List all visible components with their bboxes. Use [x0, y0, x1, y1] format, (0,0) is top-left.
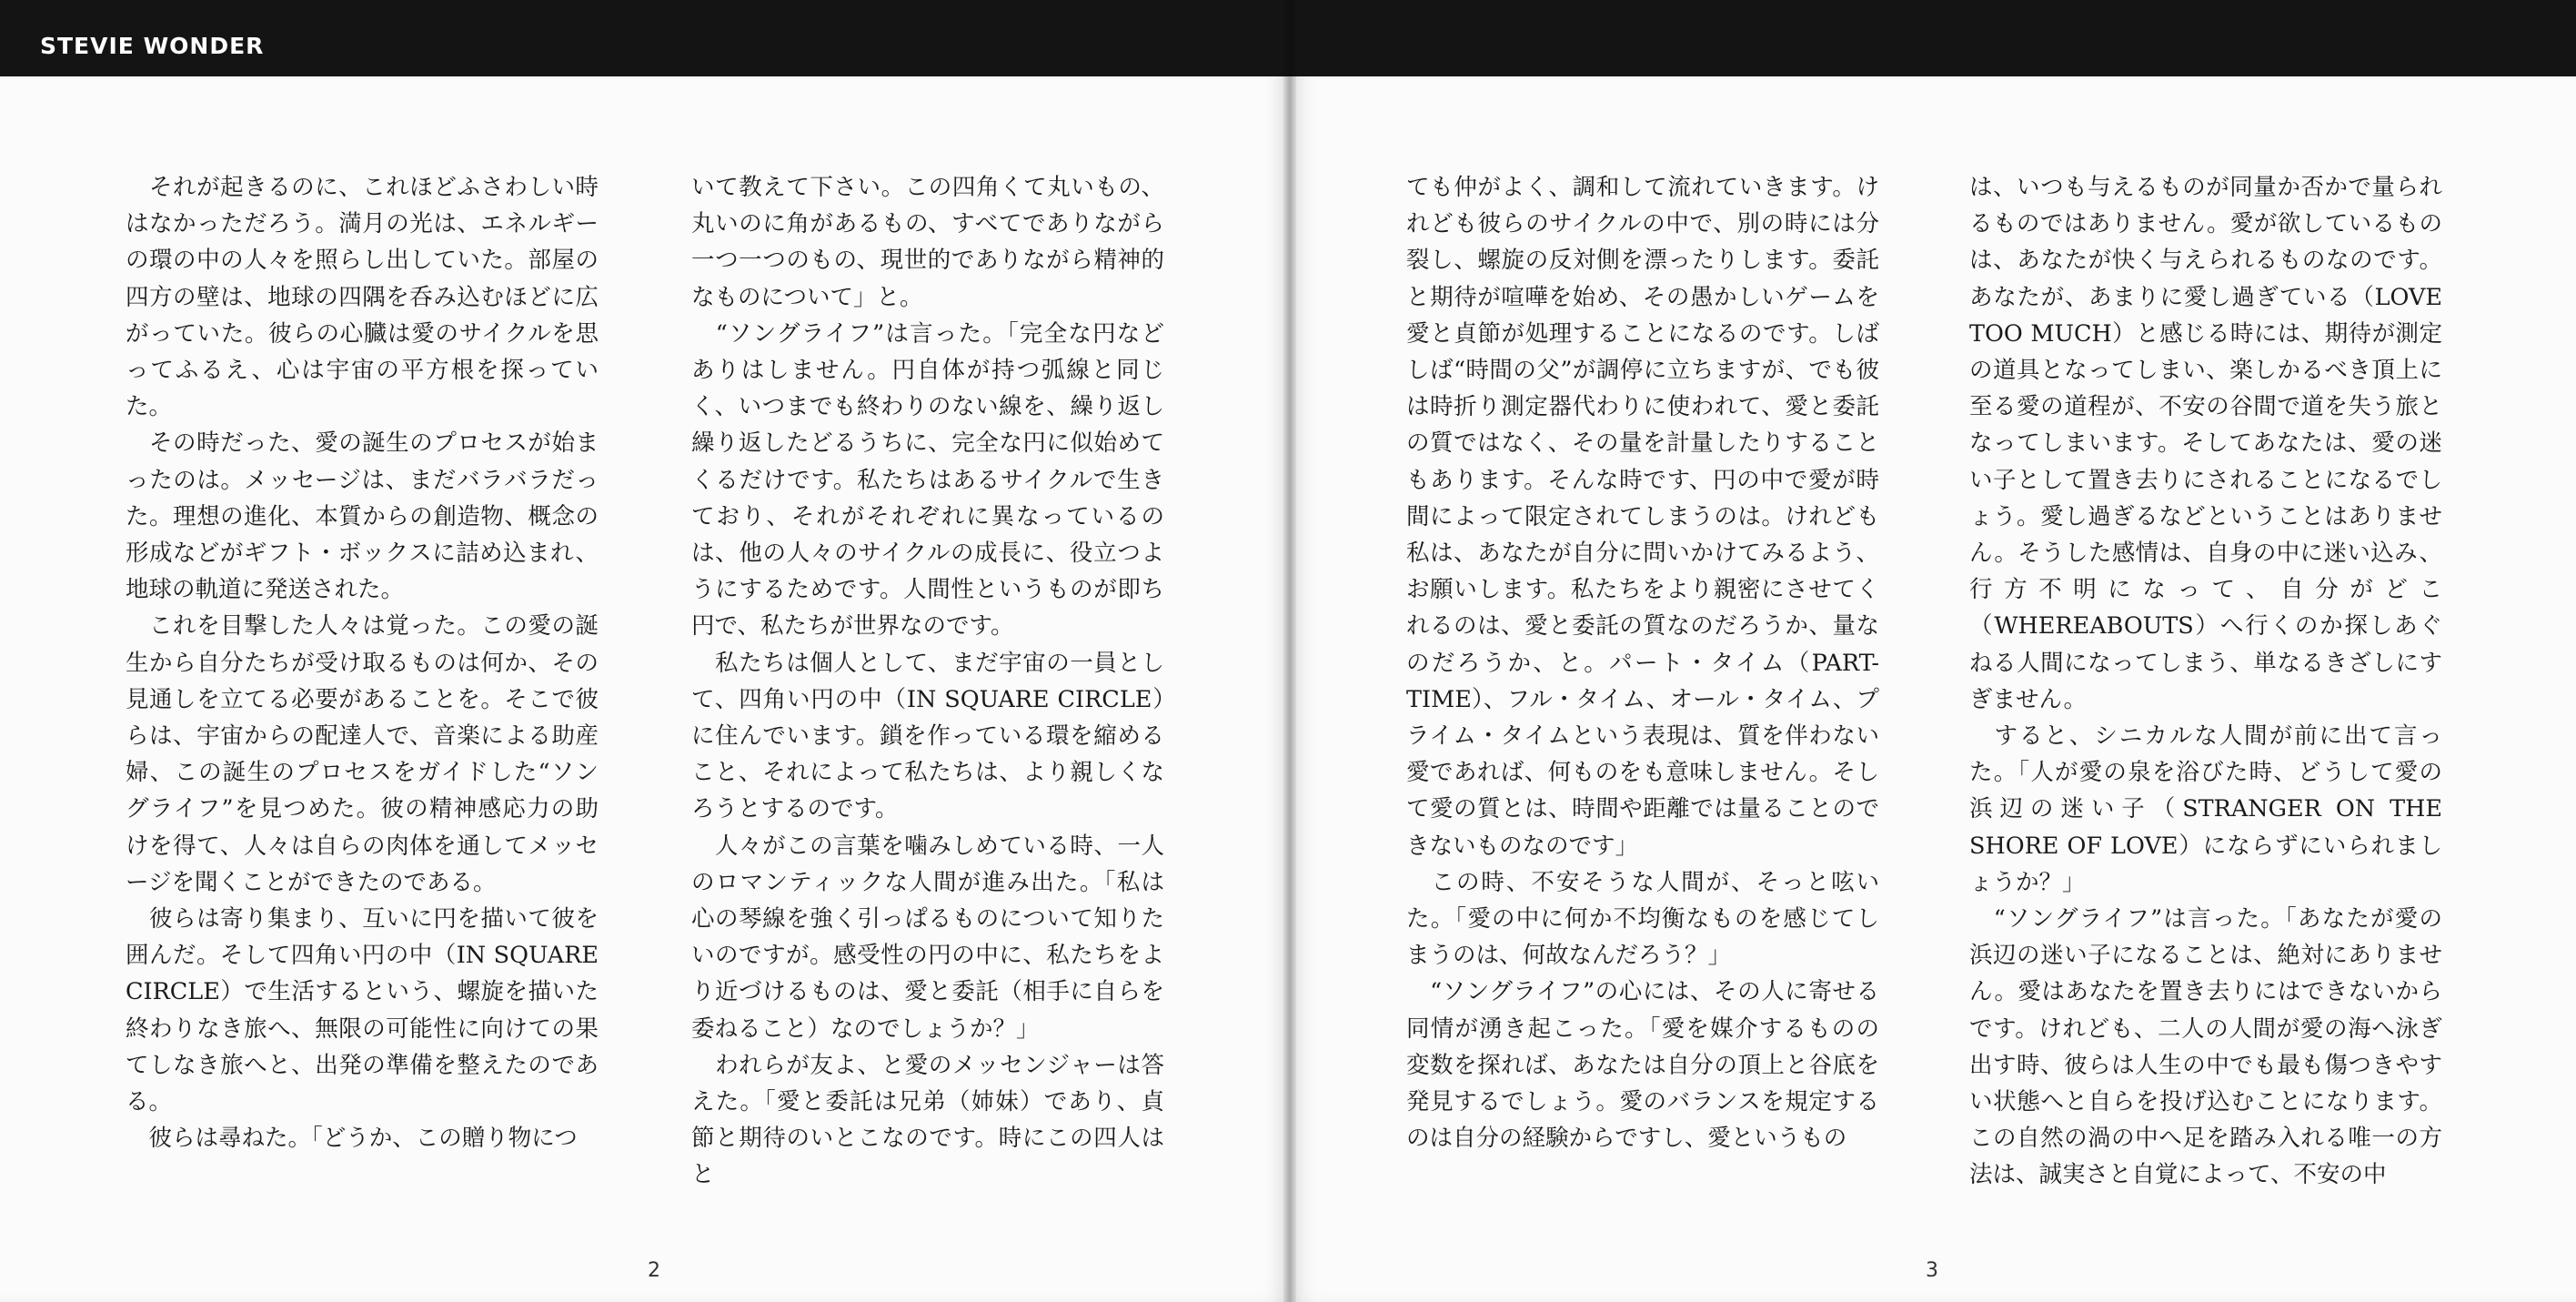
- right-page-column-1: ても仲がよく、調和して流れていきます。けれども彼らのサイクルの中で、別の時には分裂し、螺旋の反対側を漂ったりします。委託と期待が喧嘩を始め、その愚かしいゲームを愛と貞節が処理することになるのです。しばしば“時間の父”が調停に立ちますが、でも彼は時折り測定器代わりに使われて、愛と委託の質ではなく、その量を計量したりすることもあります。そんな時です、円の中で愛が時間によって限定されてしまうのは。けれども私は、あなたが自分に問いかけてみるよう、お願いします。私たちをより親密にさせてくれるのは、愛と委託の質なのだろうか、量なのだろうか、と。パート・タイム（PART-TIME）、フル・タイム、オール・タイム、プライム・タイムという表現は、質を伴わない愛であれば、何ものをも意味しません。そして愛の質とは、時間や距離では量ることのできないものなのです」 この時、不安そうな人間が、そっと呟いた。「愛の中に何か不均衡なものを感じてしまうのは、何故なんだろう？」 “ソングライフ”の心には、その人に寄せる同情が湧き起こった。「愛を媒介するものの変数を探れば、あなたは自分の頂上と谷底を発見するでしょう。愛のバランスを規定するのは自分の経験からですし、愛というもの: [1406, 174, 1879, 1153]
- page-number-right: 3: [1926, 1259, 1938, 1282]
- right-page-column-2: は、いつも与えるものが同量か否かで量られるものではありません。愛が欲しているものは、あなたが快く与えられるものなのです。あなたが、あまりに愛し過ぎている（LOVE TOO MUCH）と感じる時には、期待が測定の道具となってしまい、楽しかるべき頂上に至る愛の道程が、不安の谷間で道を失う旅となってしまいます。そしてあなたは、愛の迷い子として置き去りにされることになるでしょう。愛し過ぎるなどということはありません。そうした感情は、自身の中に迷い込み、行方不明になって、自分がどこ（WHEREABOUTS）へ行くのか探しあぐねる人間になってしまう、単なるきざしにすぎません。 すると、シニカルな人間が前に出て言った。「人が愛の泉を浴びた時、どうして愛の浜辺の迷い子（STRANGER ON THE SHORE OF LOVE）にならずにいられましょうか？」 “ソングライフ”は言った。「あなたが愛の浜辺の迷い子になることは、絶対にありません。愛はあなたを置き去りにはできないからです。けれども、二人の人間が愛の海へ泳ぎ出す時、彼らは人生の中でも最も傷つきやすい状態へと自らを投げ込むことになります。この自然の渦の中へ足を踏み入れる唯一の方法は、誠実さと自覚によって、不安の中: [1969, 174, 2442, 1189]
- page-number-left: 2: [648, 1259, 660, 1282]
- header-bar-right: [1290, 0, 2576, 76]
- left-page-column-1: それが起きるのに、これほどふさわしい時はなかっただろう。満月の光は、エネルギーの環の中の人々を照らし出していた。部屋の四方の壁は、地球の四隅を呑み込むほどに広がっていた。彼らの心臓は愛のサイクルを思ってふるえ、心は宇宙の平方根を探っていた。 その時だった、愛の誕生のプロセスが始まったのは。メッセージは、まだバラバラだった。理想の進化、本質からの創造物、概念の形成などがギフト・ボックスに詰め込まれ、地球の軌道に発送された。 これを目撃した人々は覚った。この愛の誕生から自分たちが受け取るものは何か、その見通しを立てる必要があることを。そこで彼らは、宇宙からの配達人で、音楽による助産婦、この誕生のプロセスをガイドした“ソングライフ”を見つめた。彼の精神感応力の助けを得て、人々は自らの肉体を通してメッセージを聞くことができたのである。 彼らは寄り集まり、互いに円を描いて彼を囲んだ。そして四角い円の中（IN SQUARE CIRCLE）で生活するという、螺旋を描いた終わりなき旅へ、無限の可能性に向けての果てしなき旅へと、出発の準備を整えたのである。 彼らは尋ねた。「どうか、この贈り物につ: [126, 174, 599, 1153]
- left-page-column-2: いて教えて下さい。この四角くて丸いもの、丸いのに角があるもの、すべてでありながら一つ一つのもの、現世的でありながら精神的なものについて」と。 “ソングライフ”は言った。「完全な円などありはしません。円自体が持つ弧線と同じく、いつまでも終わりのない線を、繰り返し繰り返したどるうちに、完全な円に似始めてくるだけです。私たちはあるサイクルで生きており、それがそれぞれに異なっているのは、他の人々のサイクルの成長に、役立つようにするためです。人間性というものが即ち円で、私たちが世界なのです。 私たちは個人として、まだ宇宙の一員として、四角い円の中（IN SQUARE CIRCLE）に住んでいます。鎖を作っている環を縮めること、それによって私たちは、より親しくなろうとするのです。 人々がこの言葉を噛みしめている時、一人のロマンティックな人間が進み出た。「私は心の琴線を強く引っぱるものについて知りたいのですが。感受性の円の中に、私たちをより近づけるものは、愛と委託（相手に自らを委ねること）なのでしょうか？」 われらが友よ、と愛のメッセンジャーは答えた。「愛と委託は兄弟（姉妹）であり、貞節と期待のいとこなのです。時にこの四人はと: [691, 174, 1164, 1189]
- book-gutter: [1283, 0, 1296, 1302]
- header-bar-left: [0, 0, 1290, 76]
- artist-title: STEVIE WONDER: [40, 33, 265, 59]
